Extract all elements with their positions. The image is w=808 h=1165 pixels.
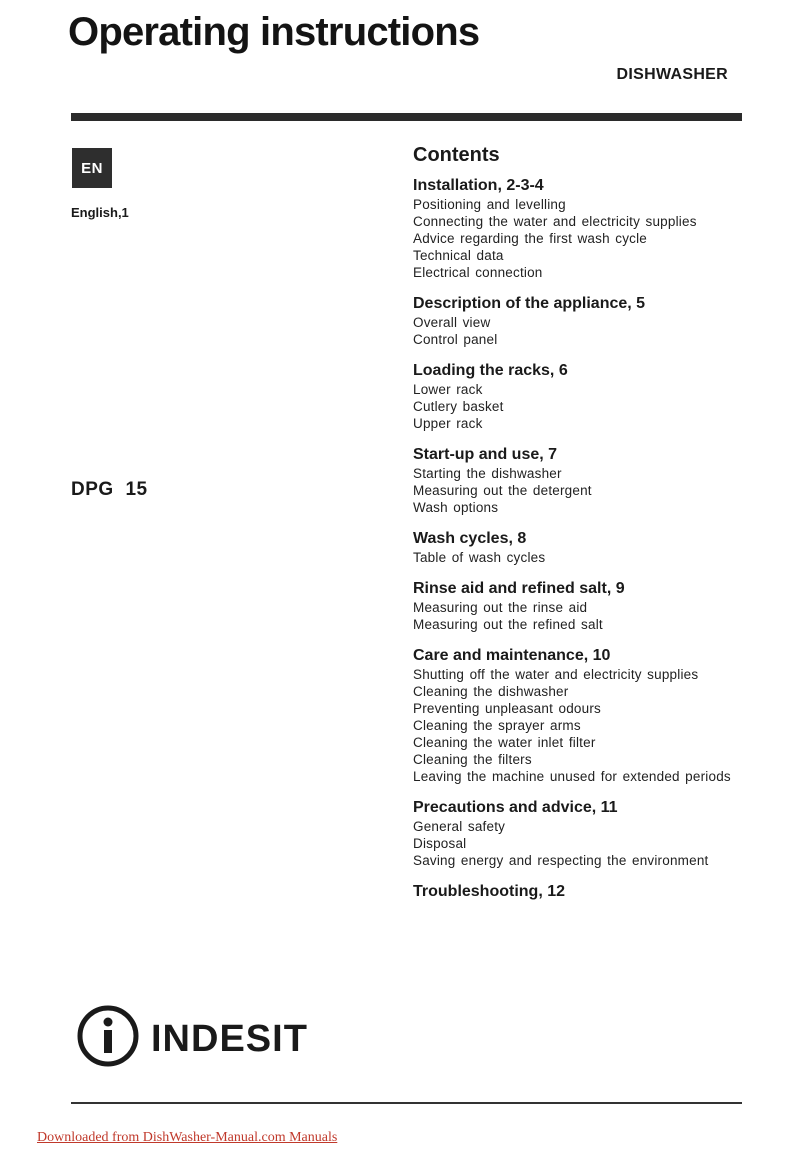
section-item: Lower rack: [413, 382, 483, 397]
footer-divider: [71, 1102, 742, 1104]
section-title: Loading the racks, 6: [413, 362, 568, 379]
section-title: Precautions and advice, 11: [413, 799, 618, 816]
section-items: [413, 599, 773, 633]
section-title: Installation, 2-3-4: [413, 177, 544, 194]
section-item: Measuring out the rinse aid: [413, 600, 588, 615]
section-items: [413, 818, 773, 869]
logo-dot: [104, 1018, 113, 1027]
contents-section: [413, 579, 773, 633]
section-items: [413, 666, 773, 785]
section-item: Cutlery basket: [413, 399, 504, 414]
section-item: Cleaning the dishwasher: [413, 684, 569, 699]
section-item: Measuring out the refined salt: [413, 617, 603, 632]
header-divider: [71, 113, 742, 121]
product-category: DISHWASHER: [616, 66, 728, 83]
contents-section: [413, 646, 773, 785]
section-item: Positioning and levelling: [413, 197, 566, 212]
contents-section: [413, 294, 773, 348]
section-item: Technical data: [413, 248, 504, 263]
section-title: Description of the appliance, 5: [413, 295, 646, 312]
section-title: Troubleshooting, 12: [413, 883, 566, 900]
section-item: Measuring out the detergent: [413, 483, 592, 498]
logo-stem: [104, 1030, 112, 1053]
language-label: English,1: [71, 205, 129, 220]
section-item: Cleaning the filters: [413, 752, 532, 767]
section-item: Table of wash cycles: [413, 550, 546, 565]
section-item: Preventing unpleasant odours: [413, 701, 601, 716]
section-item: Disposal: [413, 836, 467, 851]
section-items: [413, 549, 773, 566]
contents-heading: Contents: [413, 144, 500, 166]
section-item: Saving energy and respecting the environment: [413, 853, 709, 868]
section-item: Leaving the machine unused for extended periods: [413, 769, 731, 784]
section-item: Electrical connection: [413, 265, 543, 280]
contents-section: [413, 529, 773, 566]
contents-section: [413, 882, 773, 902]
section-items: [413, 196, 773, 281]
contents-sections: [413, 176, 773, 902]
section-item: Upper rack: [413, 416, 483, 431]
section-title: Care and maintenance, 10: [413, 647, 611, 664]
contents-section: [413, 176, 773, 281]
contents-section: [413, 361, 773, 432]
section-item: Connecting the water and electricity supplies: [413, 214, 697, 229]
section-item: General safety: [413, 819, 506, 834]
section-item: Control panel: [413, 332, 498, 347]
section-item: Wash options: [413, 500, 499, 515]
section-item: Starting the dishwasher: [413, 466, 562, 481]
section-item: Cleaning the water inlet filter: [413, 735, 596, 750]
logo-wordmark: INDESIT: [151, 1018, 308, 1060]
contents-section: [413, 798, 773, 869]
section-items: [413, 314, 773, 348]
page-title: Operating instructions: [68, 10, 480, 54]
section-items: [413, 381, 773, 432]
section-title: Rinse aid and refined salt, 9: [413, 580, 625, 597]
download-source-link[interactable]: Downloaded from DishWasher-Manual.com Manuals: [37, 1130, 338, 1145]
section-item: Shutting off the water and electricity supplies: [413, 667, 699, 682]
language-badge: EN: [72, 148, 112, 188]
section-item: Overall view: [413, 315, 491, 330]
section-title: Wash cycles, 8: [413, 530, 527, 547]
model-name: DPG 15: [71, 479, 148, 500]
section-title: Start-up and use, 7: [413, 446, 558, 463]
section-item: Advice regarding the first wash cycle: [413, 231, 647, 246]
indesit-logo: [76, 1003, 326, 1069]
table-of-contents: [413, 143, 773, 915]
section-items: [413, 465, 773, 516]
section-item: Cleaning the sprayer arms: [413, 718, 581, 733]
contents-section: [413, 445, 773, 516]
